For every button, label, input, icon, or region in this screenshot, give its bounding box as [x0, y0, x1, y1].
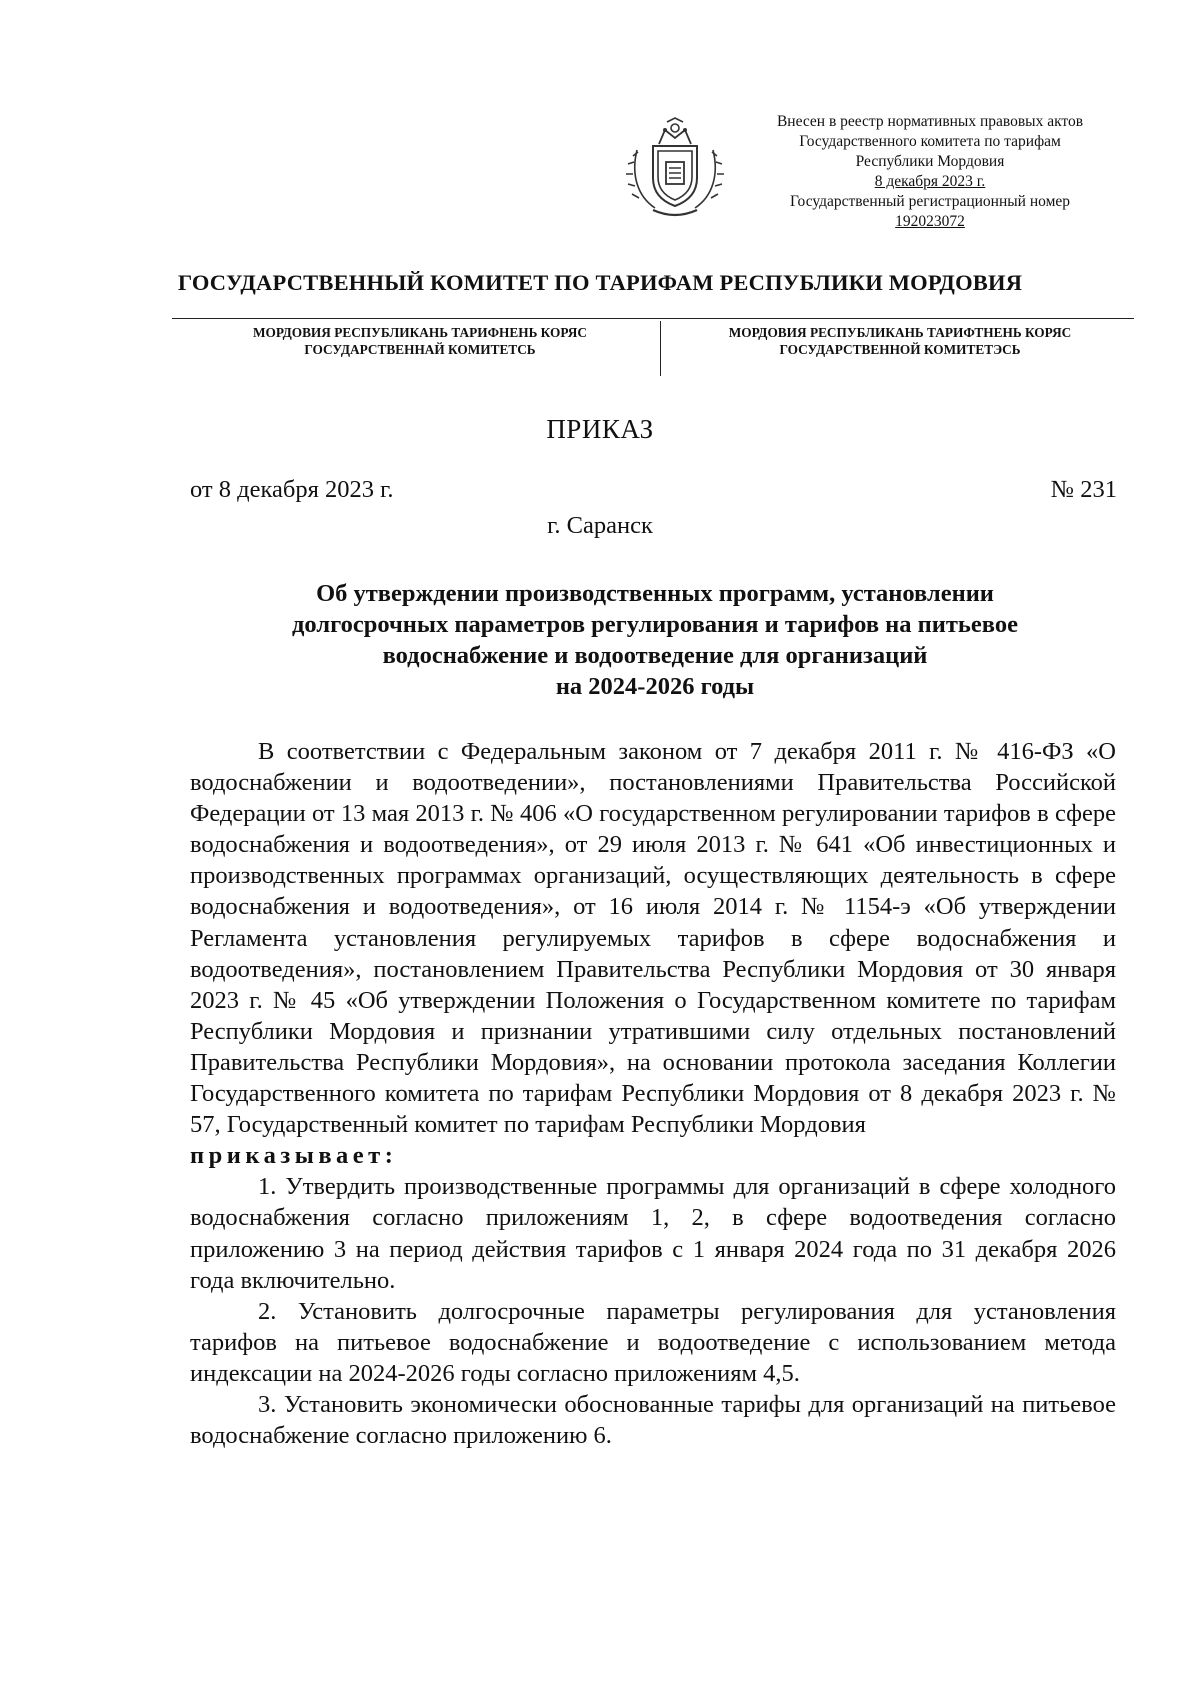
- item-2-paragraph: 2. Установить долгосрочные параметры регулирования для установления тарифов на питьевое водоснабжение и водоотведение с использованием метода индексации на 2024-2026 годы согласно приложениям 4,5.: [190, 1297, 1116, 1387]
- registry-note: [745, 112, 1115, 232]
- order-city: г. Саранск: [547, 512, 653, 539]
- decree-word: приказывает:: [190, 1142, 398, 1170]
- registry-line-2: Государственного комитета по тарифам: [799, 133, 1061, 150]
- order-title-line-3: водоснабжение и водоотведение для организаций: [382, 642, 928, 669]
- order-body: [190, 736, 1116, 1451]
- preamble-paragraph: В соответствии с Федеральным законом от 7 декабря 2011 г. № 416-ФЗ «О водоснабжении и водоотведении», постановлениями Правительства Российской Федерации от 13 мая 2013 г. № 406 «О государственном регулировании тарифов в сфере водоснабжения и водоотведения», от 29 июля 2013 г. № 641 «Об инвестиционных и производственных программах организаций, осуществляющих деятельность в сфере водоснабжения и водоотведения», от 16 июля 2014 г. № 1154-э «Об утверждении Регламента установления регулируемых тарифов в сфере водоснабжения и водоотведения», постановлением Правительства Республики Мордовия от 30 января 2023 г. № 45 «Об утверждении Положения о Государственном комитете по тарифам Республики Мордовия и признании утратившими силу отдельных постановлений Правительства Республики Мордовия», на основании протокола заседания Коллегии Государственного комитета по тарифам Республики Мордовия от 8 декабря 2023 г. № 57, Государственный комитет по тарифам Республики Мордовия: [190, 738, 1116, 1139]
- committee-name-moksha-line-1: МОРДОВИЯ РЕСПУБЛИКАНЬ ТАРИФНЕНЬ КОРЯС: [252, 325, 587, 340]
- coat-of-arms-icon: [625, 116, 725, 221]
- committee-name-moksha-line-2: ГОСУДАРСТВЕННАЙ КОМИТЕТСЬ: [304, 342, 536, 357]
- committee-name-erzya-line-2: ГОСУДАРСТВЕННОЙ КОМИТЕТЭСЬ: [779, 342, 1021, 357]
- item-3-paragraph: 3. Установить экономически обоснованные тарифы для организаций на питьевое водоснабжение согласно приложению 6.: [190, 1390, 1116, 1450]
- header-divider: [660, 321, 661, 376]
- registry-number: 192023072: [895, 213, 965, 230]
- item-1-paragraph: 1. Утвердить производственные программы для организаций в сфере холодного водоснабжения согласно приложениям 1, 2, в сфере водоотведения согласно приложению 3 на период действия тарифов с 1 января 2024 года по 31 декабря 2026 года включительно.: [190, 1173, 1116, 1294]
- order-title-line-2: долгосрочных параметров регулирования и тарифов на питьевое: [292, 611, 1018, 638]
- order-title-line-1: Об утверждении производственных программ, установлении: [316, 580, 994, 607]
- order-title: [220, 578, 1090, 702]
- order-number: № 231: [1050, 476, 1117, 503]
- order-title-line-4: на 2024-2026 годы: [555, 673, 755, 700]
- committee-name-erzya-line-1: МОРДОВИЯ РЕСПУБЛИКАНЬ ТАРИФТНЕНЬ КОРЯС: [728, 325, 1072, 340]
- registry-line-5: Государственный регистрационный номер: [789, 193, 1071, 210]
- committee-name-moksha: [180, 324, 660, 358]
- registry-line-1: Внесен в реестр нормативных правовых актов: [776, 113, 1084, 130]
- header-rule: [172, 318, 1134, 319]
- committee-title: ГОСУДАРСТВЕННЫЙ КОМИТЕТ ПО ТАРИФАМ РЕСПУБЛИКИ МОРДОВИЯ: [177, 270, 1023, 295]
- order-date: от 8 декабря 2023 г.: [190, 476, 394, 503]
- document-type: ПРИКАЗ: [546, 414, 654, 444]
- registry-date: 8 декабря 2023 г.: [874, 173, 986, 190]
- registry-line-3: Республики Мордовия: [855, 153, 1005, 170]
- committee-name-erzya: [665, 324, 1135, 358]
